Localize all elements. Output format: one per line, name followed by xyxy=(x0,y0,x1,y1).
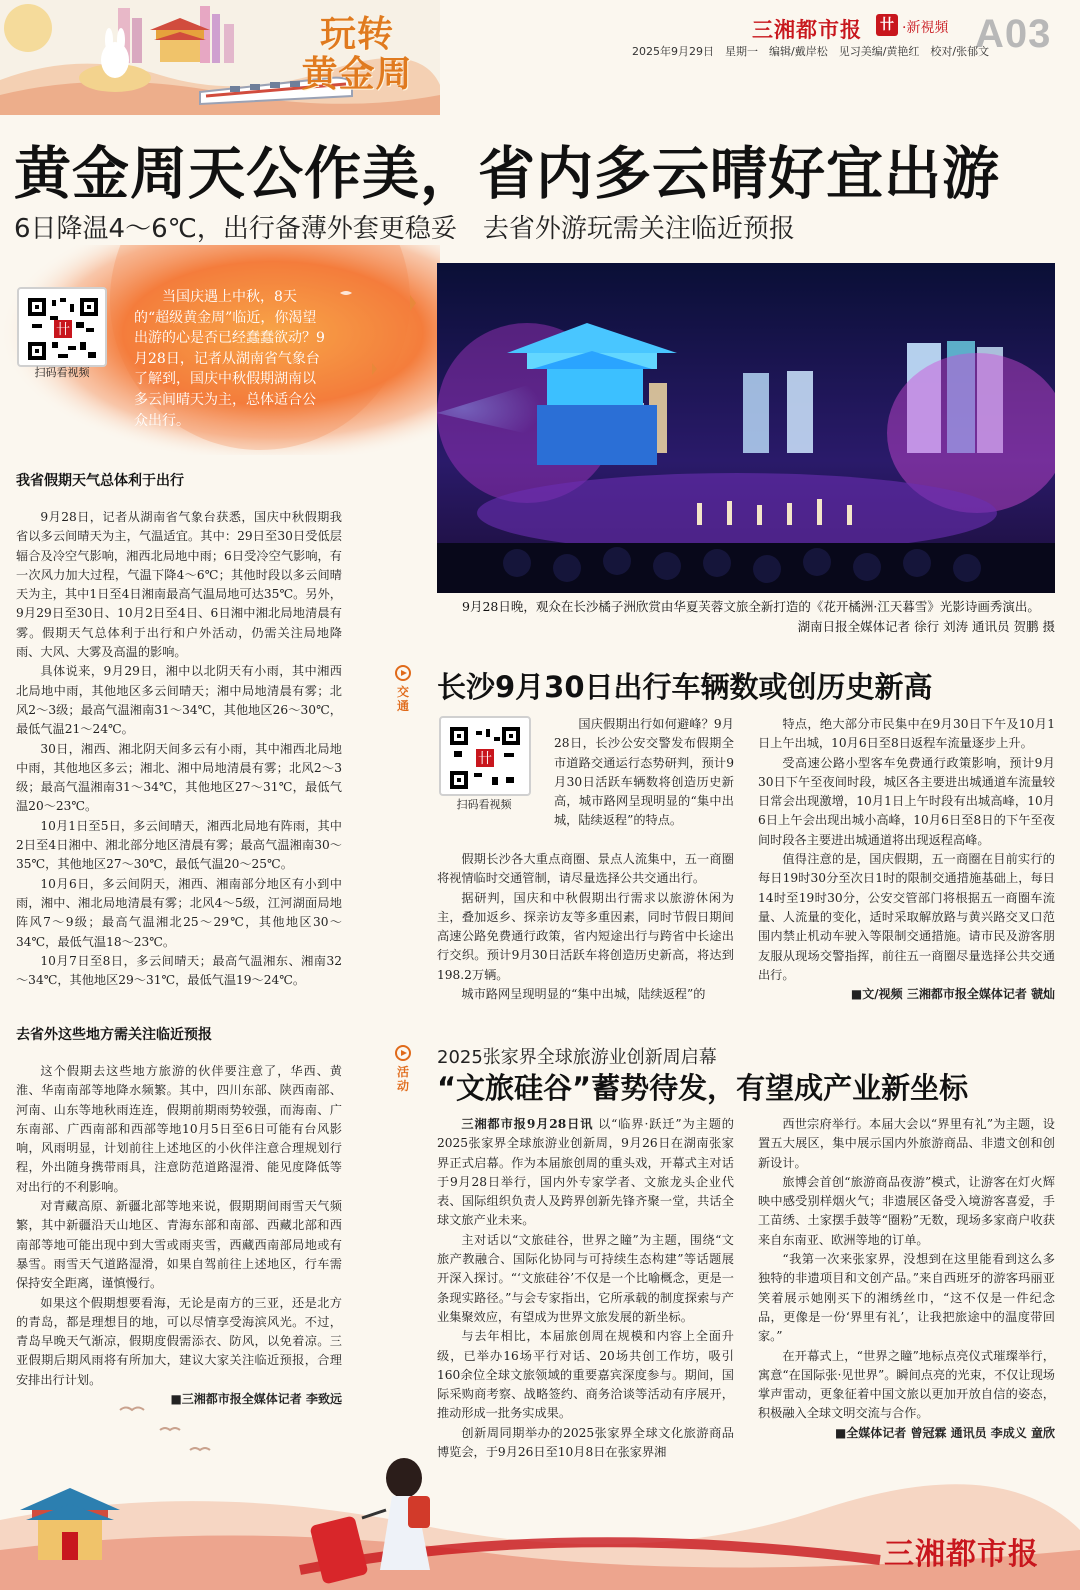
column-title xyxy=(272,14,442,94)
qr-caption: 扫码看视频 xyxy=(34,366,90,379)
byline: ■文/视频 三湘都市报全媒体记者 虢灿 xyxy=(850,987,1055,1002)
qr-code-icon xyxy=(450,727,520,789)
paragraph: 国庆假期出行如何避峰？9月28日，长沙公安交警发布假期全市道路交通运行态势研判，预计9月30日活跃车辆数将创造历史新高，城市路网呈现明显的“集中出城，陆续返程”的特点。 xyxy=(554,717,734,828)
photo-caption: 9月28日晚，观众在长沙橘子洲欣赏由华夏芙蓉文旅全新打造的《花开橘洲·江天暮雪》光影诗画秀演出。 xyxy=(462,599,1040,614)
byline: ■三湘都市报全媒体记者 李致远 xyxy=(170,1392,342,1407)
paragraph: 这个假期去这些地方旅游的伙伴要注意了，华西、黄淮、华南南部等地降水频繁。其中，四川东部、陕西南部、河南、山东等地秋雨连连，假期前期雨势较强，而海南、广东南部、广西南部和西部等地10月5日至6日可能有台风影响，风雨明显，计划前往上述地区的小伙伴注意合理规划行程，外出随身携带雨具，注意防范道路湿滑、能见度降低等对出行的不利影响。 xyxy=(16,1064,342,1194)
paragraph: 创新周同期举办的2025张家界全球文化旅游商品博览会，于9月26日至10月8日在张家界湘 xyxy=(437,1425,734,1460)
activity-tag xyxy=(394,1045,412,1093)
section-title-outside-province: 去省外这些地方需关注临近预报 xyxy=(16,1027,212,1043)
dateline: 2025年9月29日 星期一 编辑/戴岸松 见习美编/黄艳红 校对/张郁文 xyxy=(632,45,990,58)
paragraph: 在开幕式上，“世界之瞳”地标点亮仪式璀璨举行，寓意“在国际张·见世界”。瞬间点亮的光束，不仅让现场掌声雷动，更象征着中国文旅以更加开放自信的姿态，积极融入全球文明交流与合作。 xyxy=(758,1348,1055,1421)
traffic-article-title: 长沙9月30日出行车辆数或创历史新高 xyxy=(437,670,933,704)
video-brand: ·新視頻 xyxy=(902,20,949,36)
paragraph: 主对话以“文旅硅谷，世界之瞳”为主题，围绕“文旅产教融合、国际化协同与可持续生态构建”等话题展开深入探讨。“‘文旅硅谷’不仅是一个比喻概念，更是一条现实路径。”与会专家指出，它所承载的制度探索与产业集聚效应，有望成为世界文旅发展的新坐标。 xyxy=(437,1232,734,1324)
page-number: A03 xyxy=(975,12,1052,56)
paragraph: 值得注意的是，国庆假期，五一商圈在目前实行的每日19时30分至次日1时的限制交通措施基础上，每日14时至19时30分，公安交管部门将根据五一商圈车流量、人流量的变化，适时采取解放路与黄兴路交叉口范围内禁止机动车驶入等限制交通措施。请市民及游客朋友服从现场交警指挥，前往五一商圈尽量选择公共交通出行。 xyxy=(758,852,1055,982)
paragraph: 10月7日至8日，多云间晴天；最高气温湘东、湘南32～34℃，其他地区29～31℃，最低气温19～24℃。 xyxy=(16,953,342,988)
play-circle-icon xyxy=(395,665,411,681)
paragraph: 30日，湘西、湘北阴天间多云有小雨，其中湘西北局地中雨，其他地区多云；湘北、湘中局地清晨有雾；北风2～3级；最高气温湘南31～34℃，其他地区27～31℃，最低气温20～23℃。 xyxy=(16,741,342,814)
paragraph: “我第一次来张家界，没想到在这里能看到这么多独特的非遗项目和文创产品。”来自西班牙的游客玛丽亚笑着展示她刚买下的湘绣丝巾，“这不仅是一件纪念品，更像是一份‘界里有礼’，让我把旅途中的温度带回家。” xyxy=(758,1252,1055,1344)
tourism-article-title: “文旅硅谷”蓄势待发，有望成产业新坐标 xyxy=(437,1071,969,1105)
lead-text: 以“临界·跃迁”为主题的2025张家界全球旅游业创新周，9月26日在湖南张家界正式启幕。作为本届旅创周的重头戏，开幕式主对话于9月28日举行，国内外专家学者、文旅龙头企业代表、国际组织负责人及跨界创新先锋齐聚一堂，共话全球文旅产业未来。 xyxy=(437,1117,734,1228)
paragraph: 城市路网呈现明显的“集中出城，陆续返程”的 xyxy=(461,987,706,1002)
footer-brand: 三湘都市报 xyxy=(884,1537,1039,1572)
activity-tag-label: 活动 xyxy=(396,1065,409,1093)
paragraph: 旅博会首创“旅游商品夜游”模式，让游客在灯火辉映中感受别样烟火气；非遗展区备受入境游客喜爱，手工苗绣、土家摆手鼓等“圈粉”无数，现场多家商户收获来自东南亚、欧洲等地的订单。 xyxy=(758,1174,1055,1247)
dateline-label: 三湘都市报9月28日讯 xyxy=(461,1117,594,1131)
paragraph: 10月1日至5日，多云间晴天，湘西北局地有阵雨，其中2日至4日湘中、湘北部分地区清晨有雾；最高气温湘南30～35℃，其他地区27～30℃，最低气温20～25℃。 xyxy=(16,818,342,872)
section-title-weather: 我省假期天气总体利于出行 xyxy=(16,473,184,489)
newspaper-name: 三湘都市报 xyxy=(752,17,862,42)
paragraph: 9月28日，记者从湖南省气象台获悉，国庆中秋假期我省以多云间晴天为主，气温适宜。其中：29日至30日受低层辐合及冷空气影响，湘西北局地中雨；6日受冷空气影响，有一次风力加大过程，气温下降4～6℃；其他时段以多云间晴天为主，其中1日至4日湘南最高气温局地可达35℃。另外，9月29日至30日、10月2日至4日、6日湘中湘北局地清晨有雾。假期天气总体利于出行和户外活动，仍需关注局地降雨、大风、大雾及高温的影响。 xyxy=(16,510,342,660)
paragraph: 对青藏高原、新疆北部等地来说，假期期间雨雪天气频繁，其中新疆沿天山地区、青海东部和南部、西藏北部和西南部等地可能出现中到大雪或雨夹雪，西藏西南部局地或有暴雪。雨雪天气道路湿滑，如果自驾前往上述地区，行车需保持安全距离，谨慎慢行。 xyxy=(16,1199,342,1291)
paragraph: 受高速公路小型客车免费通行政策影响，预计9月30日下午至夜间时段，城区各主要进出城通道车流量较日常会出现激增，10月1日上午时段有出城高峰，10月6日上午会出现出城小高峰，10月6日至8日的下午至夜间时段各主要进出城通道将出现返程高峰。 xyxy=(758,755,1055,847)
traffic-intro xyxy=(554,715,734,831)
traffic-tag-label: 交通 xyxy=(396,685,409,713)
qr-code[interactable] xyxy=(17,287,107,367)
traffic-col1-body xyxy=(437,850,734,1004)
traffic-qr-code[interactable] xyxy=(439,716,531,796)
column-title-line1: 玩转 xyxy=(319,13,394,55)
subheadline: 6日降温4～6℃，出行备薄外套更稳妥 去省外游玩需关注临近预报 xyxy=(14,214,795,244)
column-title-line2: 黄金周 xyxy=(301,53,413,95)
paragraph: 假期长沙各大重点商圈、景点人流集中，五一商圈将视情临时交通管制，请尽量选择公共交通出行。 xyxy=(437,852,734,886)
paragraph: 如果这个假期想要看海，无论是南方的三亚，还是北方的青岛，都是理想目的地，可以尽情享受海滨风光。不过，青岛早晚天气渐凉，假期度假需添衣、防风，以免着凉。三亚假期后期风雨将有所加大，建议大家关注临近预报，合理安排出行计划。 xyxy=(16,1295,342,1387)
tourism-col2-body xyxy=(758,1115,1055,1443)
paragraph: 特点，绝大部分市民集中在9月30日下午及10月1日上午出城，10月6日至8日返程车流量逐步上升。 xyxy=(758,717,1055,751)
qr-code-icon xyxy=(28,298,98,360)
paragraph: 10月6日，多云间阴天，湘西、湘南部分地区有小到中雨，湘中、湘北局地清晨有雾；北风4～5级，江河湖面局地阵风7～9级；最高气温湘北25～29℃，其他地区30～34℃，最低气温18～23℃。 xyxy=(16,876,342,949)
weather-section2-body xyxy=(16,1062,342,1409)
play-circle-icon xyxy=(395,1045,411,1061)
byline: ■全媒体记者 曾冠霖 通讯员 李成义 童欣 xyxy=(834,1425,1055,1440)
paragraph: 与去年相比，本届旅创周在规模和内容上全面升级，已举办16场平行对话、20场共创工作坊，吸引160余位全球文旅领域的重要嘉宾深度参与。期间，国际采购商考察、战略签约、商务洽谈等活动有序展开，推动形成一批务实成果。 xyxy=(437,1329,734,1421)
paragraph: 据研判，国庆和中秋假期出行需求以旅游休闲为主，叠加返乡、探亲访友等多重因素，同时节假日期间高速公路免费通行政策，省内短途出行与跨省中长途出行交织。预计9月30日活跃车将创造历史新高，将达到198.2万辆。 xyxy=(437,890,734,982)
traffic-tag xyxy=(394,665,412,713)
traffic-qr-caption: 扫码看视频 xyxy=(456,798,512,811)
svg-text:卄: 卄 xyxy=(478,751,492,767)
paragraph: 西世宗府举行。本届大会以“界里有礼”为主题，设置五大展区，集中展示国内外旅游商品、非遗文创和创新设计。 xyxy=(758,1117,1055,1170)
paragraph xyxy=(437,1115,734,1231)
tourism-kicker: 2025张家界全球旅游业创新周启幕 xyxy=(437,1047,717,1068)
svg-text:卄: 卄 xyxy=(56,322,70,338)
lead-paragraph: 当国庆遇上中秋，8天的“超级黄金周”临近，你渴望出游的心是否已经蠢蠢欲动？9月28日，记者从湖南省气象台了解到，国庆中秋假期湖南以多云间晴天为主，总体适合公众出行。 xyxy=(134,289,325,429)
traffic-col2-body xyxy=(758,715,1055,1004)
weather-section1-body xyxy=(16,508,342,990)
light-show-photo xyxy=(437,263,1055,593)
photo-credit: 湖南日报全媒体记者 徐行 刘涛 通讯员 贺鹏 摄 xyxy=(797,619,1055,634)
paragraph: 具体说来，9月29日，湘中以北阴天有小雨，其中湘西北局地中雨，其他地区多云间晴天；湘中局地清晨有雾；北风2～3级；最高气温湘南31～34℃，其他地区26～30℃，最低气温21～24℃。 xyxy=(16,664,342,737)
logo-icon: 卄 xyxy=(876,14,898,36)
header-banner xyxy=(0,0,1080,120)
main-headline: 黄金周天公作美，省内多云晴好宜出游 xyxy=(14,141,1000,207)
